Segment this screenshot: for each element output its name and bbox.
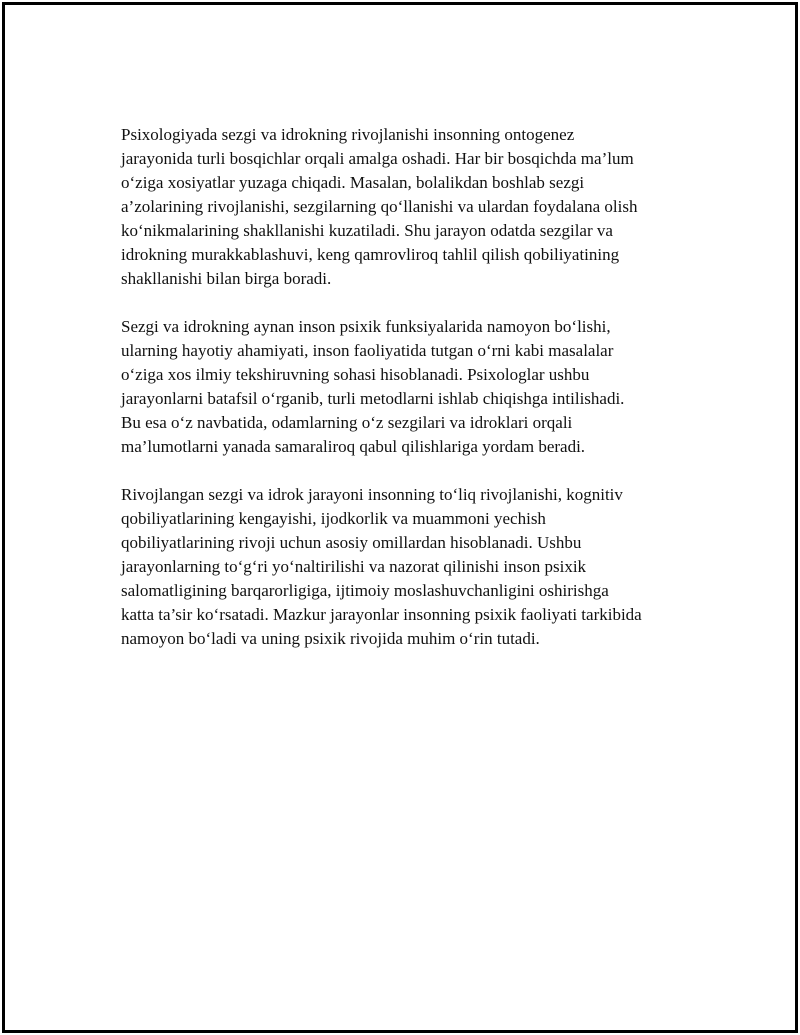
document-body [121,123,691,675]
document-page [2,2,798,1033]
paragraph-2: Sezgi va idrokning aynan inson psixik funksiyalarida namoyon bo‘lishi, ularning hayotiy ahamiyati, inson faoliyatida tutgan o‘rni kabi masalalar o‘ziga xos ilmiy tekshiruvning sohasi hisoblanadi. Psixologlar ushbu jarayonlarni batafsil o‘rganib, turli metodlarni ishlab chiqishga intilishadi. Bu esa o‘z navbatida, odamlarning o‘z sezgilari va idroklari orqali ma’lumotlarni yanada samaraliroq qabul qilishlariga yordam beradi. [121,317,625,456]
paragraph-3: Rivojlangan sezgi va idrok jarayoni insonning to‘liq rivojlanishi, kognitiv qobiliyatlarining kengayishi, ijodkorlik va muammoni yechish qobiliyatlarining rivoji uchun asosiy omillardan hisoblanadi. Ushbu jarayonlarning to‘g‘ri yo‘naltirilishi va nazorat qilinishi inson psixik salomatligining barqarorligiga, ijtimoiy moslashuvchanligini oshirishga katta ta’sir ko‘rsatadi. Mazkur jarayonlar insonning psixik faoliyati tarkibida namoyon bo‘ladi va uning psixik rivojida muhim o‘rin tutadi. [121,485,642,648]
paragraph-1: Psixologiyada sezgi va idrokning rivojlanishi insonning ontogenez jarayonida turli bosqichlar orqali amalga oshadi. Har bir bosqichda ma’lum o‘ziga xosiyatlar yuzaga chiqadi. Masalan, bolalikdan boshlab sezgi a’zolarining rivojlanishi, sezgilarning qo‘llanishi va ulardan foydalana olish ko‘nikmalarining shakllanishi kuzatiladi. Shu jarayon odatda sezgilar va idrokning murakkablashuvi, keng qamrovliroq tahlil qilish qobiliyatining shakllanishi bilan birga boradi. [121,125,638,288]
